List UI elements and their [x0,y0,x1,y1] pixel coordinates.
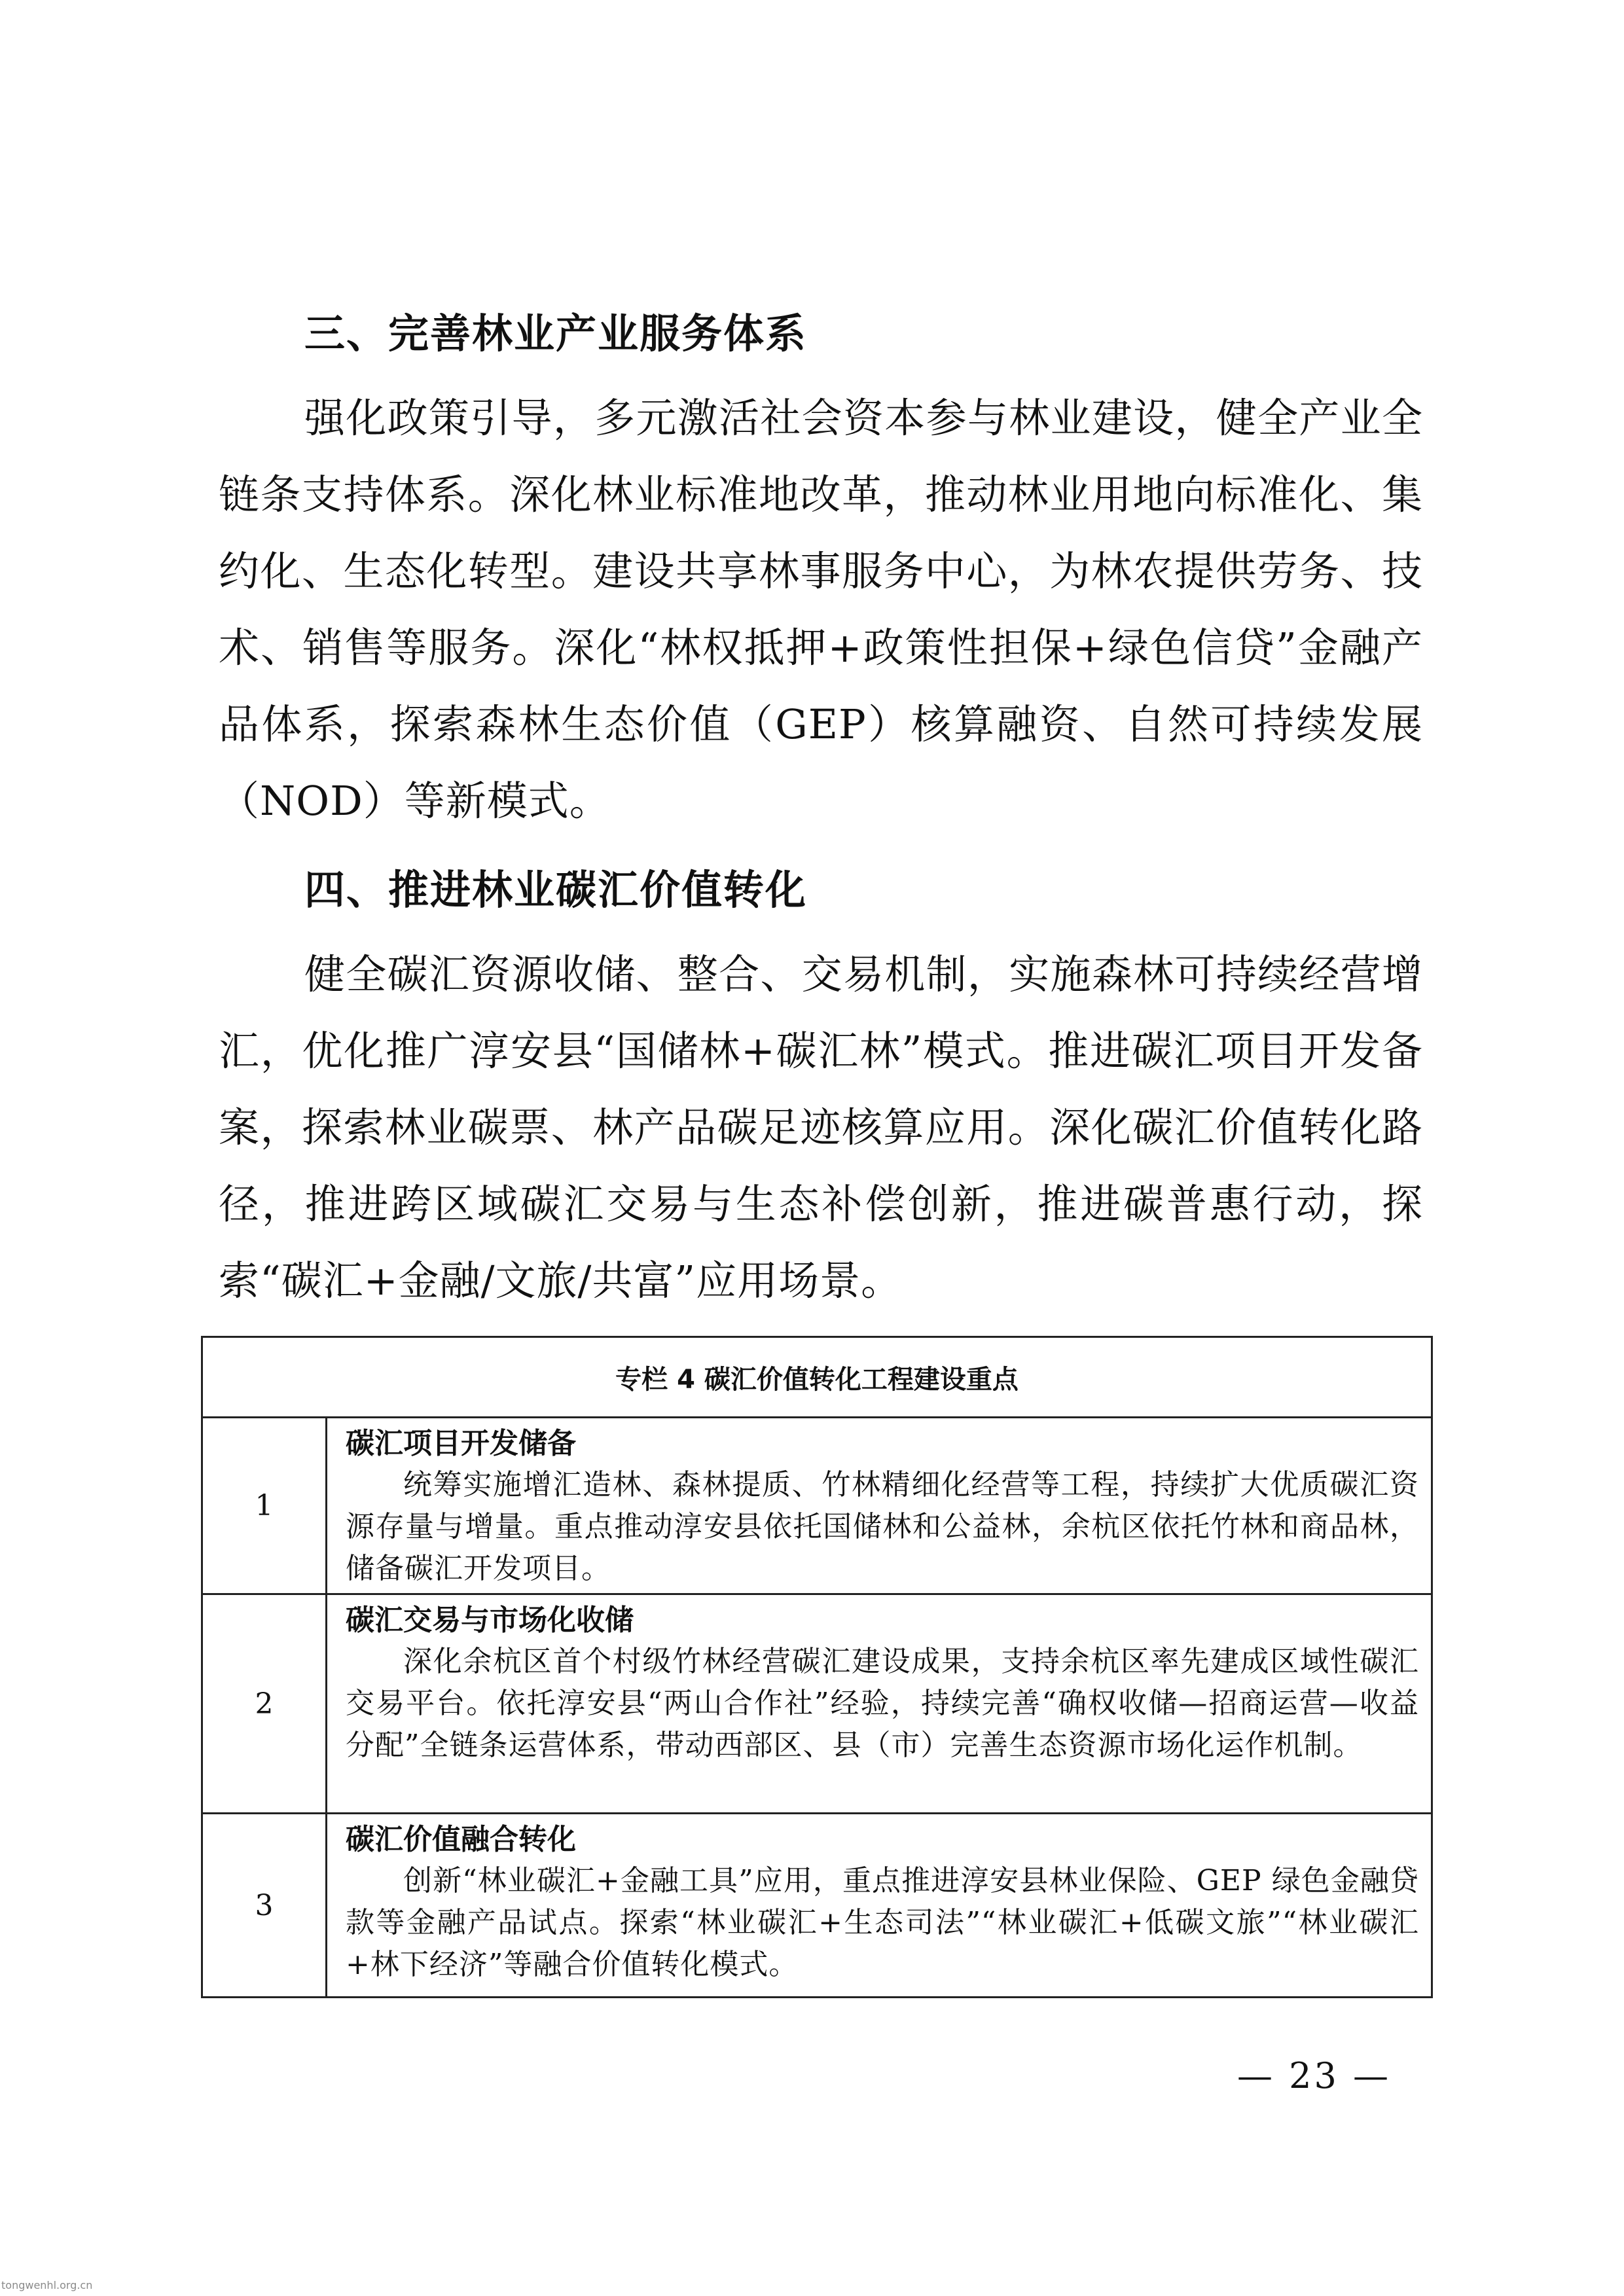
section4-heading: 四、推进林业碳汇价值转化 [304,866,808,914]
row-text: 统筹实施增汇造林、森林提质、竹林精细化经营等工程，持续扩大优质碳汇资源存量与增量。重点推动淳安县依托国储林和公益林，余杭区依托竹林和商品林，储备碳汇开发项目。 [346,1468,1419,1585]
table-row [203,1814,1431,1996]
page-number: — 23 — [1237,2055,1392,2096]
row-text: 创新“林业碳汇+金融工具”应用，重点推进淳安县林业保险、GEP 绿色金融贷款等金融产品试点。探索“林业碳汇+生态司法”“林业碳汇+低碳文旅”“林业碳汇+林下经济”等融合价值转化模式。 [346,1864,1419,1981]
watermark-text: tongwenhl.org.cn [1,2279,93,2291]
row-number: 1 [203,1418,327,1593]
table-row [203,1418,1431,1595]
row-number: 3 [203,1814,327,1996]
section4-paragraph: 健全碳汇资源收储、整合、交易机制，实施森林可持续经营增汇，优化推广淳安县“国储林+碳汇林”模式。推进碳汇项目开发备案，探索林业碳票、林产品碳足迹核算应用。深化碳汇价值转化路径，推进跨区域碳汇交易与生态补偿创新，推进碳普惠行动，探索“碳汇+金融/文旅/共富”应用场景。 [219,950,1423,1304]
row-title: 碳汇交易与市场化收储 [346,1604,634,1637]
row-title: 碳汇项目开发储备 [346,1427,576,1460]
row-body [327,1814,1431,1996]
section3-heading: 三、完善林业产业服务体系 [304,310,808,357]
row-title: 碳汇价值融合转化 [346,1823,576,1856]
table-row [203,1595,1431,1814]
section3-paragraph: 强化政策引导，多元激活社会资本参与林业建设，健全产业全链条支持体系。深化林业标准地改革，推动林业用地向标准化、集约化、生态化转型。建设共享林事服务中心，为林农提供劳务、技术、销售等服务。深化“林权抵押+政策性担保+绿色信贷”金融产品体系，探索森林生态价值（GEP）核算融资、自然可持续发展（NOD）等新模式。 [219,394,1423,825]
row-body [327,1418,1431,1593]
row-text: 深化余杭区首个村级竹林经营碳汇建设成果，支持余杭区率先建成区域性碳汇交易平台。依托淳安县“两山合作社”经验，持续完善“确权收储—招商运营—收益分配”全链条运营体系，带动西部区、县（市）完善生态资源市场化运作机制。 [346,1645,1419,1762]
column-box-title: 专栏 4 碳汇价值转化工程建设重点 [203,1338,1431,1418]
row-body [327,1595,1431,1812]
column-box [201,1336,1433,1998]
row-number: 2 [203,1595,327,1812]
